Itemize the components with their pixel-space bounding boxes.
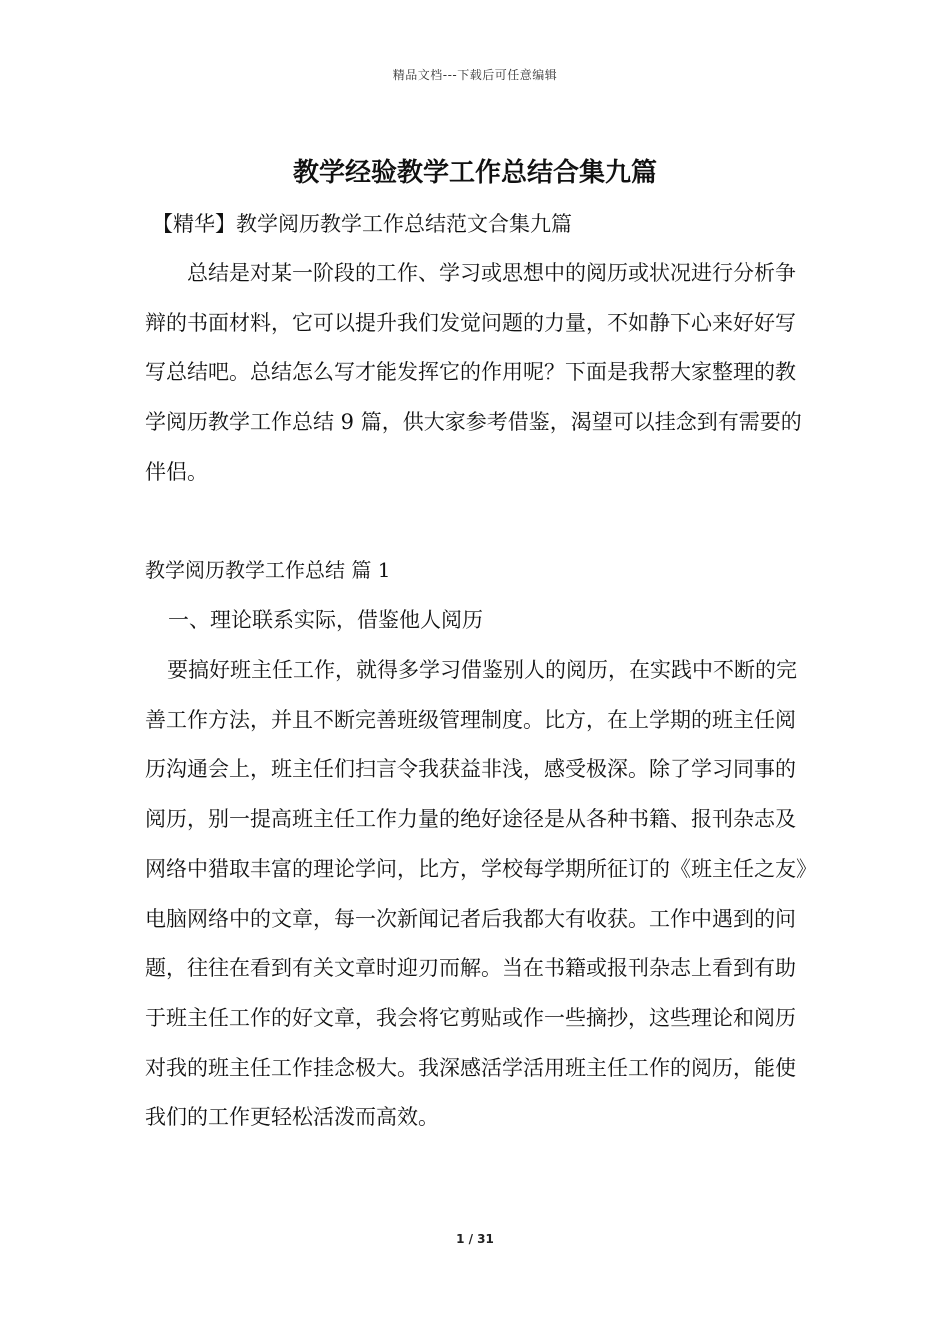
section-body-paragraph xyxy=(145,646,810,1143)
section-heading: 教学阅历教学工作总结 篇 1 xyxy=(145,558,391,582)
section-subheading: 一、理论联系实际，借鉴他人阅历 xyxy=(168,608,483,632)
page-header-note: 精品文档---下载后可任意编辑 xyxy=(392,68,558,82)
page-number: 1 / 31 xyxy=(456,1232,494,1246)
section-body-text: 要搞好班主任工作，就得多学习借鉴别人的阅历，在实践中不断的完善工作方法，并且不断完善班级管理制度。比方，在上学期的班主任阅历沟通会上，班主任们扫言令我获益非浅，感受极深。除了学习同事的阅历，别一提高班主任工作力量的绝好途径是从各种书籍、报刊杂志及网络中猎取丰富的理论学问，比方，学校每学期所征订的《班主任之友》电脑网络中的文章，每一次新闻记者后我都大有收获。工作中遇到的问题，往往在看到有关文章时迎刃而解。当在书籍或报刊杂志上看到有助于班主任工作的好文章，我会将它剪贴或作一些摘抄，这些理论和阅历对我的班主任工作挂念极大。我深感活学活用班主任工作的阅历，能使我们的工作更轻松活泼而高效。 xyxy=(145,658,807,1130)
document-title: 教学经验教学工作总结合集九篇 xyxy=(292,158,657,188)
intro-paragraph: 总结是对某一阶段的工作、学习或思想中的阅历或状况进行分析争辩的书面材料，它可以提升我们发觉问题的力量，不如静下心来好好写写总结吧。总结怎么写才能发挥它的作用呢？下面是我帮大家整理的教学阅历教学工作总结 9 篇，供大家参考借鉴，渴望可以挂念到有需要的伴侣。 xyxy=(145,261,802,484)
document-subtitle: 【精华】教学阅历教学工作总结范文合集九篇 xyxy=(152,212,572,236)
